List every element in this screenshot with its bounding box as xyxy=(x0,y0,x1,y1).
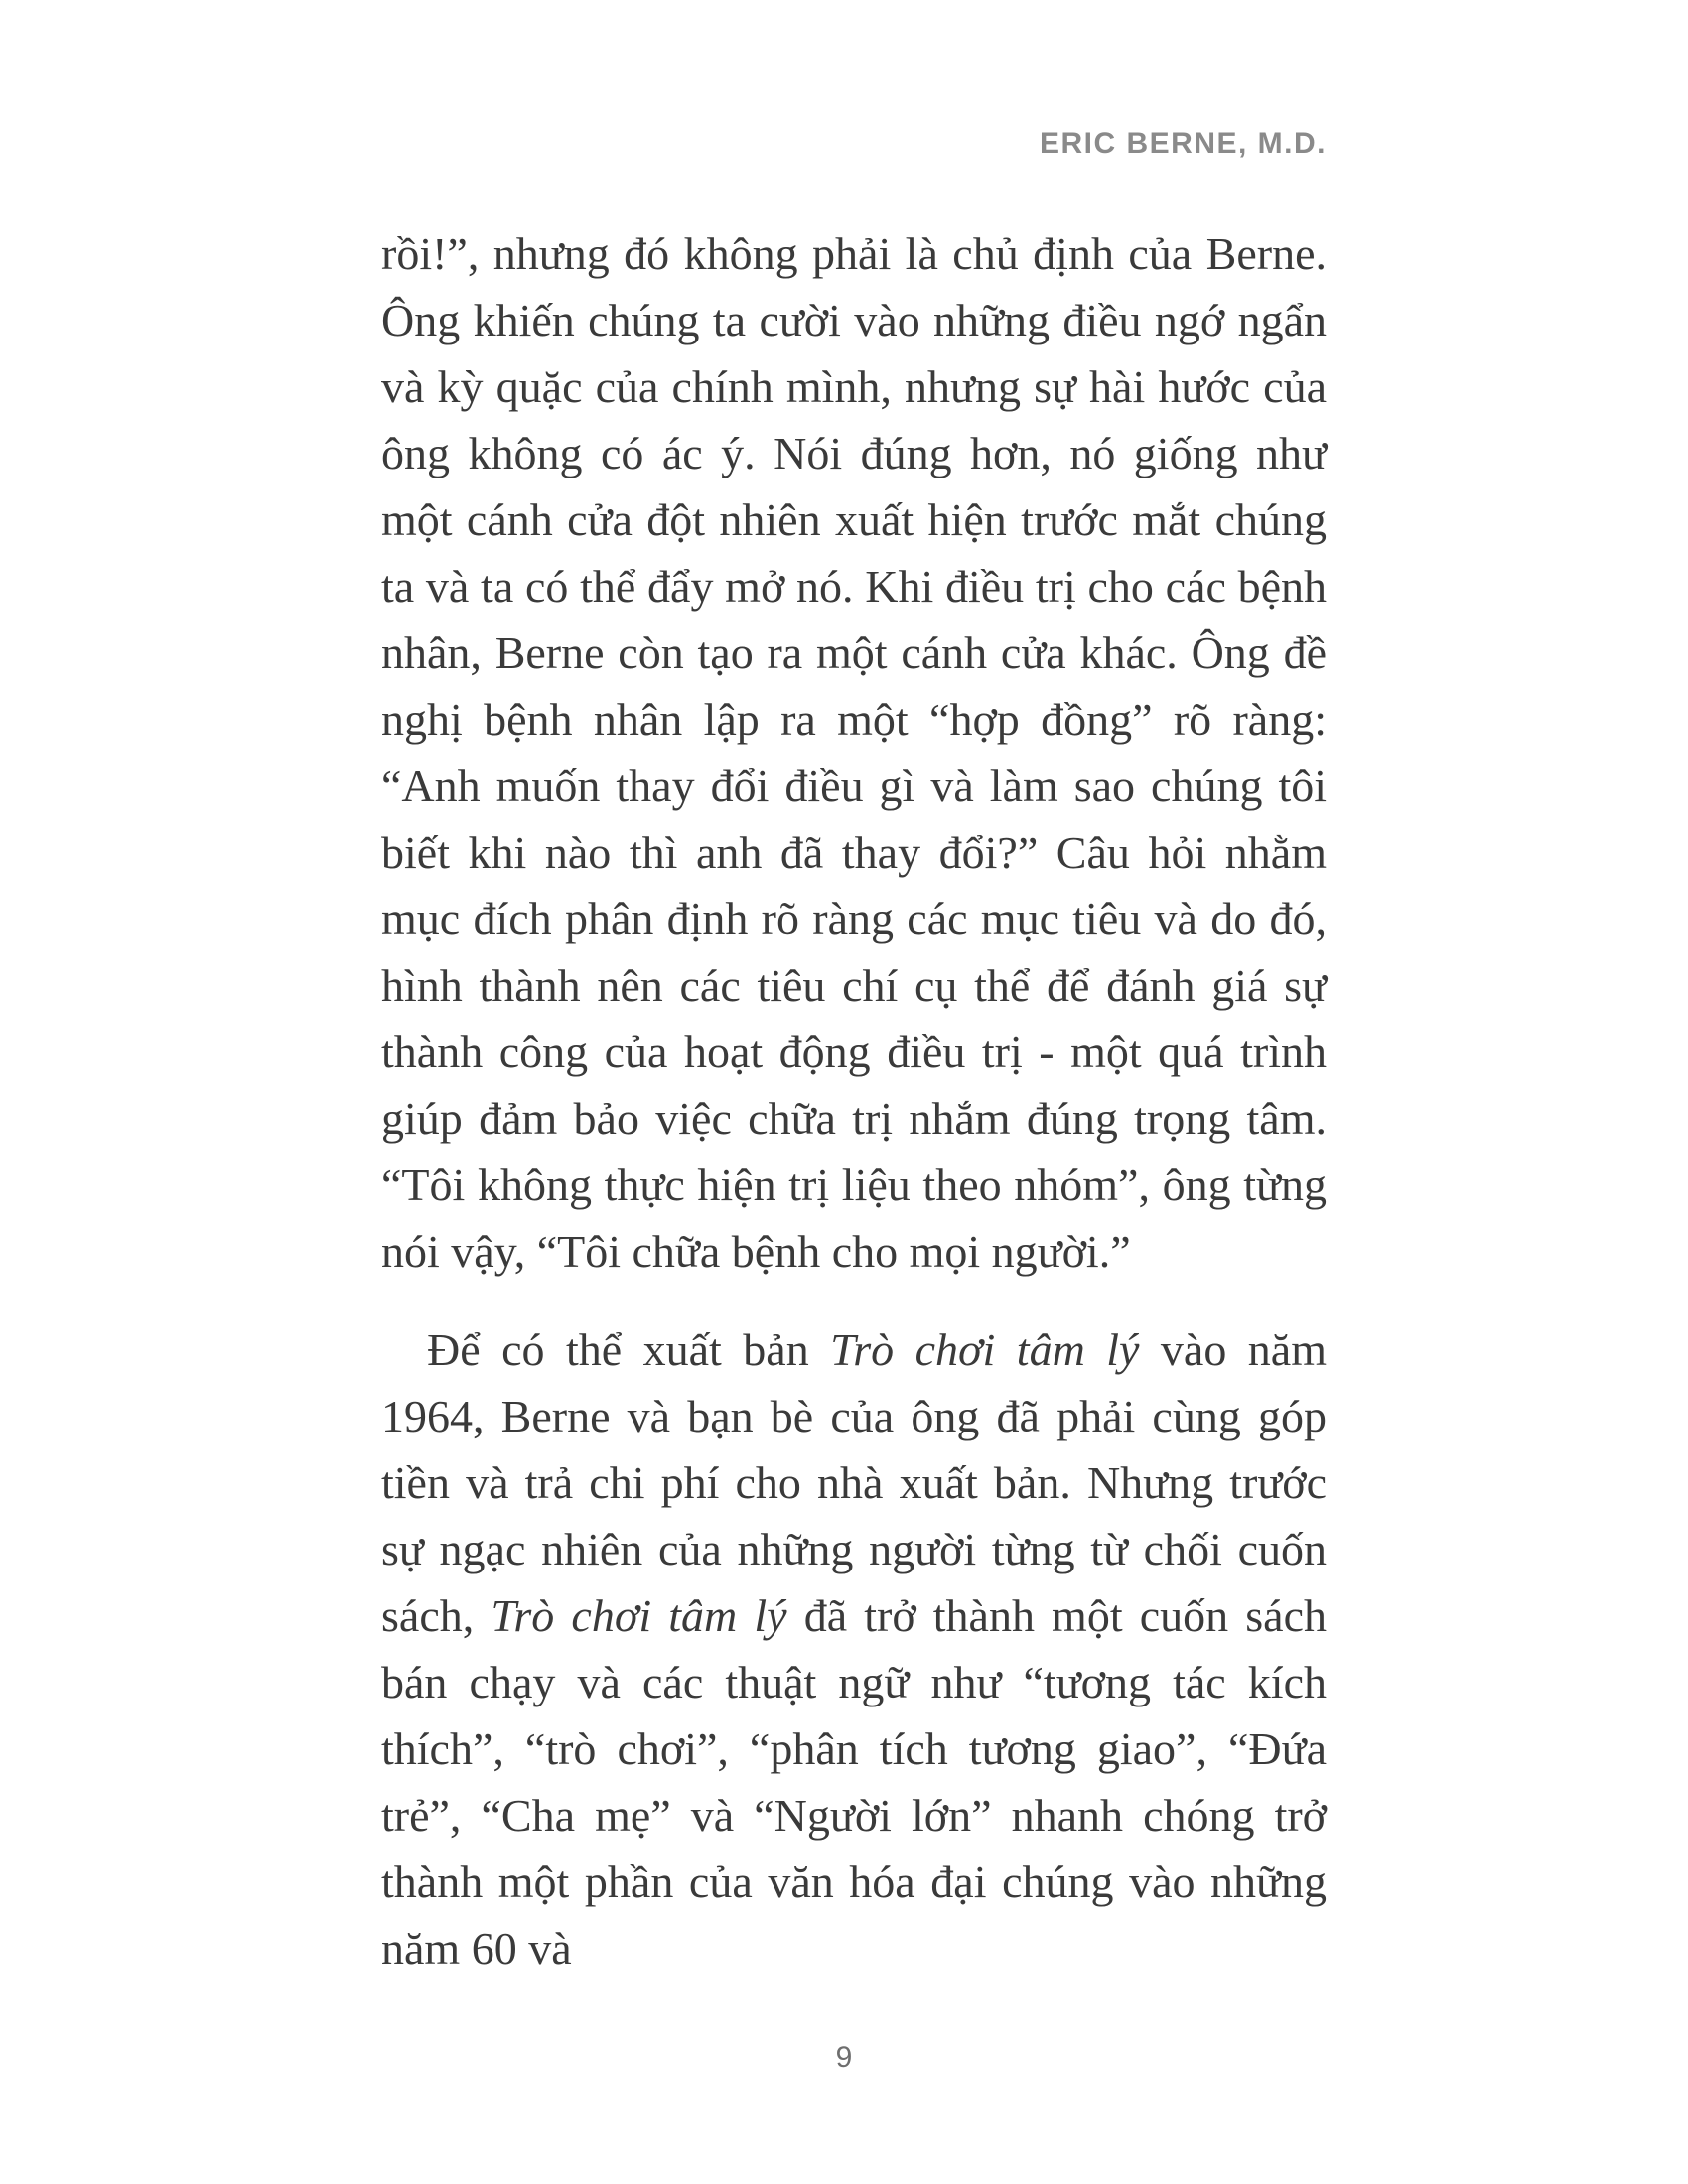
body-paragraph-2 xyxy=(381,1316,1327,1981)
book-title-italic: Trò chơi tâm lý xyxy=(830,1324,1140,1375)
paragraph-2-text: đã trở thành một cuốn sách bán chạy và các thuật ngữ như “tương tác kích thích”, “trò chơi”, “phân tích tương giao”, “Đứa trẻ”, “Cha mẹ” và “Người lớn” nhanh chóng trở thành một phần của văn hóa đại chúng vào những năm 60 và xyxy=(381,1590,1327,1974)
paragraph-2-text: vào năm 1964, Berne và bạn bè của ông đã phải cùng góp tiền và trả chi phí cho nhà xuất bản. Nhưng trước sự ngạc nhiên của những người từng từ chối cuốn sách, xyxy=(381,1324,1327,1641)
paragraph-2-text: Để có thể xuất bản xyxy=(427,1324,831,1375)
running-header: ERIC BERNE, M.D. xyxy=(1039,127,1327,160)
body-text-block xyxy=(381,220,1327,1981)
page-number: 9 xyxy=(835,2041,853,2074)
body-paragraph-1: rồi!”, nhưng đó không phải là chủ định của Berne. Ông khiến chúng ta cười vào những điều ngớ ngẩn và kỳ quặc của chính mình, nhưng sự hài hước của ông không có ác ý. Nói đúng hơn, nó giống như một cánh cửa đột nhiên xuất hiện trước mắt chúng ta và ta có thể đẩy mở nó. Khi điều trị cho các bệnh nhân, Berne còn tạo ra một cánh cửa khác. Ông đề nghị bệnh nhân lập ra một “hợp đồng” rõ ràng: “Anh muốn thay đổi điều gì và làm sao chúng tôi biết khi nào thì anh đã thay đổi?” Câu hỏi nhằm mục đích phân định rõ ràng các mục tiêu và do đó, hình thành nên các tiêu chí cụ thể để đánh giá sự thành công của hoạt động điều trị - một quá trình giúp đảm bảo việc chữa trị nhắm đúng trọng tâm. “Tôi không thực hiện trị liệu theo nhóm”, ông từng nói vậy, “Tôi chữa bệnh cho mọi người.” xyxy=(381,228,1327,1277)
book-title-italic: Trò chơi tâm lý xyxy=(491,1590,787,1641)
